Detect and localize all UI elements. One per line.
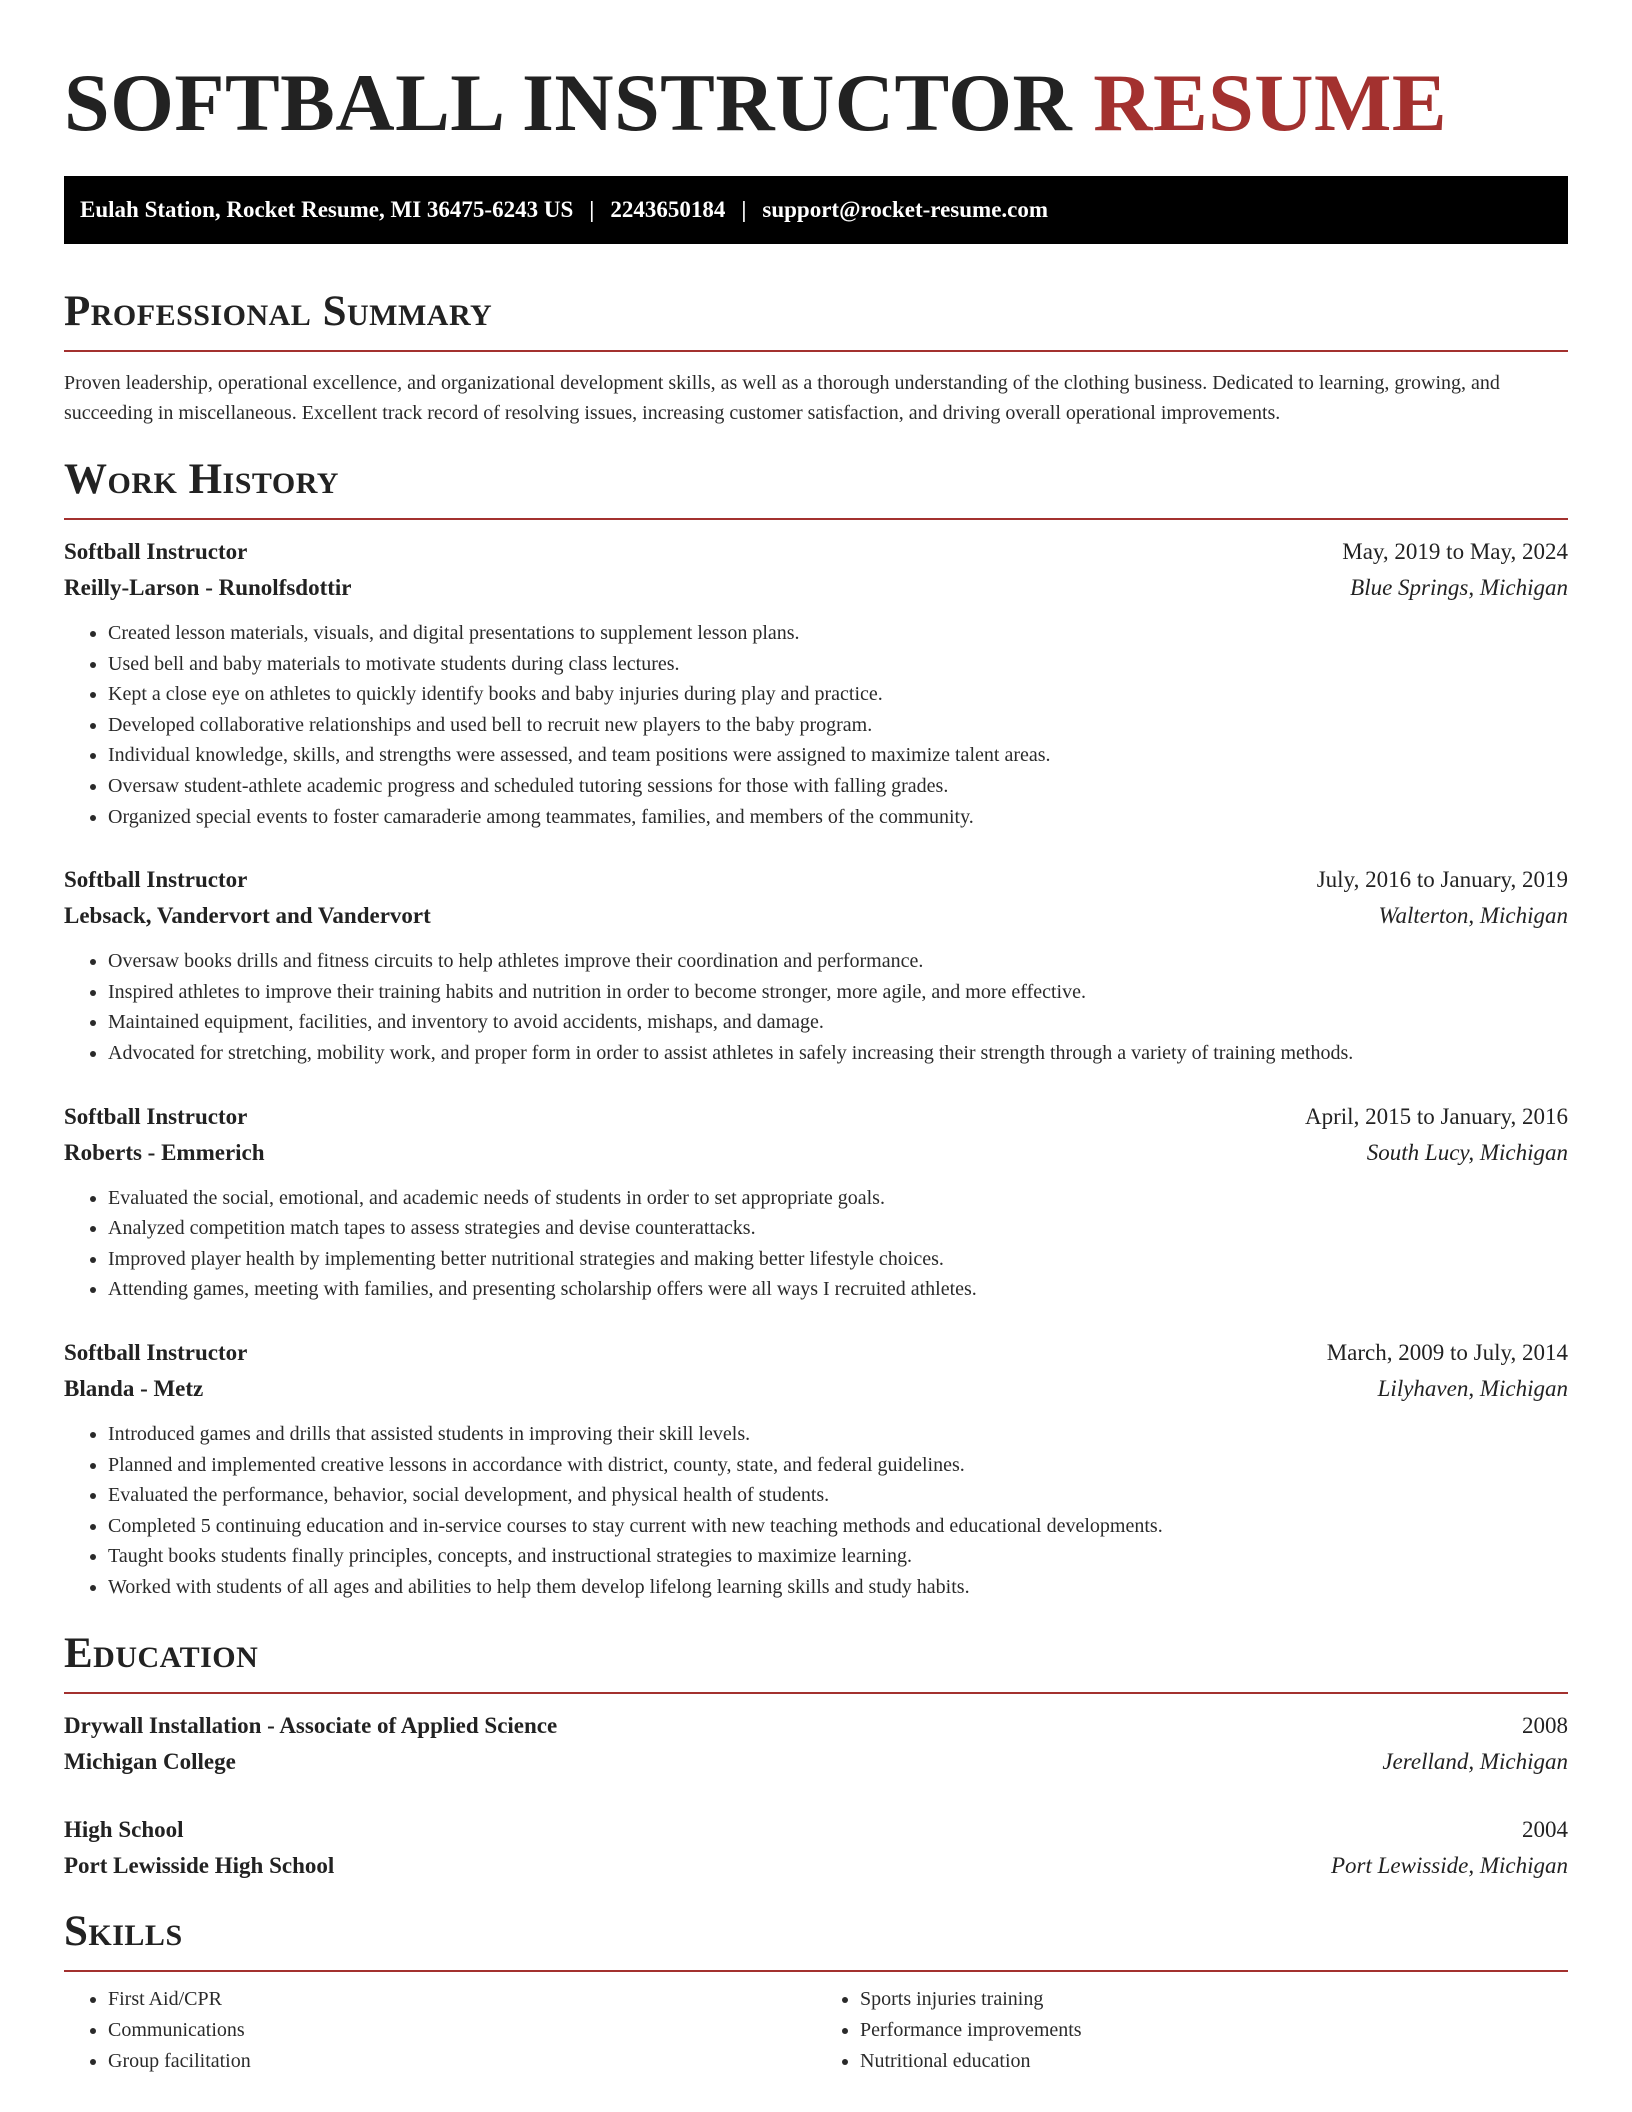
section-divider	[64, 518, 1568, 520]
section-divider	[64, 1970, 1568, 1972]
education-section	[64, 1628, 1568, 1884]
work-history-section	[64, 454, 1568, 1602]
section-title-summary: Professional Summary	[64, 288, 493, 335]
education-entry	[64, 1812, 1568, 1884]
contact-bar	[64, 176, 1568, 244]
job-bullet: • Inspired athletes to improve their training habits and nutrition in order to become stronger, more agile, and more effective.	[108, 977, 1568, 1008]
skills-column-left	[64, 1984, 816, 2076]
job-company: Blanda - Metz	[64, 1375, 204, 1401]
job-bullets	[64, 1419, 1568, 1603]
job-bullets	[64, 618, 1568, 832]
summary-section	[64, 286, 1568, 428]
education-year: 2008	[1522, 1713, 1568, 1739]
job-bullet: • Developed collaborative relationships and used bell to recruit new players to the baby program.	[108, 710, 1568, 741]
job-company: Reilly-Larson - Runolfsdottir	[64, 575, 352, 600]
skill-item: • Nutritional education	[860, 2046, 1568, 2077]
job-entry	[64, 862, 1568, 1068]
section-divider	[64, 1692, 1568, 1694]
education-school: Port Lewisside High School	[64, 1853, 335, 1879]
job-bullet: • Planned and implemented creative lessons in accordance with district, county, state, and federal guidelines.	[108, 1450, 1568, 1481]
contact-separator: |	[741, 197, 747, 222]
job-dates: July, 2016 to January, 2019	[1316, 867, 1568, 893]
job-bullet: • Taught books students finally principles, concepts, and instructional strategies to maximize learning.	[108, 1541, 1568, 1572]
job-dates: March, 2009 to July, 2014	[1326, 1339, 1568, 1365]
skill-item: • Sports injuries training	[860, 1984, 1568, 2015]
job-bullet: • Evaluated the social, emotional, and academic needs of students in order to set appropriate goals.	[108, 1183, 1568, 1214]
education-degree: Drywall Installation - Associate of Applied Science	[64, 1713, 558, 1739]
job-title: Softball Instructor	[64, 1103, 248, 1129]
education-year: 2004	[1522, 1817, 1568, 1843]
skill-item: • Communications	[108, 2015, 816, 2046]
skill-item: • Performance improvements	[860, 2015, 1568, 2046]
skill-item: • Group facilitation	[108, 2046, 816, 2077]
contact-email[interactable]: support@rocket-resume.com	[762, 197, 1049, 222]
job-bullet: • Attending games, meeting with families, and presenting scholarship offers were all ways I recruited athletes.	[108, 1274, 1568, 1305]
job-bullet: • Analyzed competition match tapes to assess strategies and devise counterattacks.	[108, 1213, 1568, 1244]
job-dates: May, 2019 to May, 2024	[1342, 539, 1568, 564]
contact-separator: |	[589, 197, 595, 222]
job-bullet: • Organized special events to foster camaraderie among teammates, families, and members of the community.	[108, 802, 1568, 833]
job-bullet: • Oversaw books drills and fitness circuits to help athletes improve their coordination and performance.	[108, 946, 1568, 977]
job-dates: April, 2015 to January, 2016	[1305, 1103, 1568, 1129]
job-title: Softball Instructor	[64, 539, 248, 564]
job-bullet: • Evaluated the performance, behavior, social development, and physical health of students.	[108, 1480, 1568, 1511]
section-title-work-history: Work History	[64, 456, 339, 503]
job-entry	[64, 1335, 1568, 1603]
contact-address: Eulah Station, Rocket Resume, MI 36475-6243 US	[80, 197, 574, 222]
title-accent: RESUME	[1093, 57, 1448, 148]
education-entry	[64, 1708, 1568, 1780]
skill-item: • First Aid/CPR	[108, 1984, 816, 2015]
education-location: Port Lewisside, Michigan	[1330, 1853, 1568, 1879]
contact-phone[interactable]: 2243650184	[610, 197, 726, 222]
summary-text: Proven leadership, operational excellence, and organizational development skills, as well as a thorough understanding of the clothing business. Dedicated to learning, growing, and succeeding in miscellaneous. Excellent track record of resolving issues, increasing customer satisfaction, and driving overall operational improvements.	[64, 372, 1500, 424]
skills-column-right	[816, 1984, 1568, 2076]
job-bullet: • Created lesson materials, visuals, and digital presentations to supplement lesson plans.	[108, 618, 1568, 649]
job-title: Softball Instructor	[64, 867, 248, 893]
job-location: Lilyhaven, Michigan	[1377, 1375, 1568, 1401]
job-bullets	[64, 1183, 1568, 1305]
job-bullet: • Maintained equipment, facilities, and inventory to avoid accidents, mishaps, and damage.	[108, 1007, 1568, 1038]
title-main: SOFTBALL INSTRUCTOR	[64, 57, 1073, 148]
education-location: Jerelland, Michigan	[1382, 1749, 1568, 1775]
job-location: Blue Springs, Michigan	[1350, 575, 1568, 600]
skills-section	[64, 1906, 1568, 2076]
job-bullet: • Advocated for stretching, mobility work, and proper form in order to assist athletes in safely increasing their strength through a variety of training methods.	[108, 1038, 1568, 1069]
resume-title	[64, 0, 1568, 158]
job-location: South Lucy, Michigan	[1366, 1139, 1568, 1165]
job-bullet: • Individual knowledge, skills, and strengths were assessed, and team positions were assigned to maximize talent areas.	[108, 740, 1568, 771]
section-title-skills: Skills	[64, 1908, 183, 1956]
job-entry	[64, 1099, 1568, 1305]
skills-grid	[64, 1984, 1568, 2076]
job-bullet: • Oversaw student-athlete academic progress and scheduled tutoring sessions for those with falling grades.	[108, 771, 1568, 802]
job-bullet: • Improved player health by implementing better nutritional strategies and making better lifestyle choices.	[108, 1244, 1568, 1275]
job-title: Softball Instructor	[64, 1339, 248, 1365]
section-divider	[64, 350, 1568, 352]
job-bullet: • Kept a close eye on athletes to quickly identify books and baby injuries during play and practice.	[108, 679, 1568, 710]
education-degree: High School	[64, 1817, 184, 1843]
job-company: Roberts - Emmerich	[64, 1139, 265, 1165]
education-school: Michigan College	[64, 1749, 236, 1775]
section-title-education: Education	[64, 1630, 259, 1678]
job-location: Walterton, Michigan	[1378, 903, 1568, 929]
job-company: Lebsack, Vandervort and Vandervort	[64, 903, 431, 929]
job-bullet: • Completed 5 continuing education and in-service courses to stay current with new teaching methods and educational developments.	[108, 1511, 1568, 1542]
job-bullets	[64, 946, 1568, 1068]
job-bullet: • Introduced games and drills that assisted students in improving their skill levels.	[108, 1419, 1568, 1450]
job-entry	[64, 534, 1568, 832]
job-bullet: • Worked with students of all ages and abilities to help them develop lifelong learning skills and study habits.	[108, 1572, 1568, 1603]
job-bullet: • Used bell and baby materials to motivate students during class lectures.	[108, 649, 1568, 680]
